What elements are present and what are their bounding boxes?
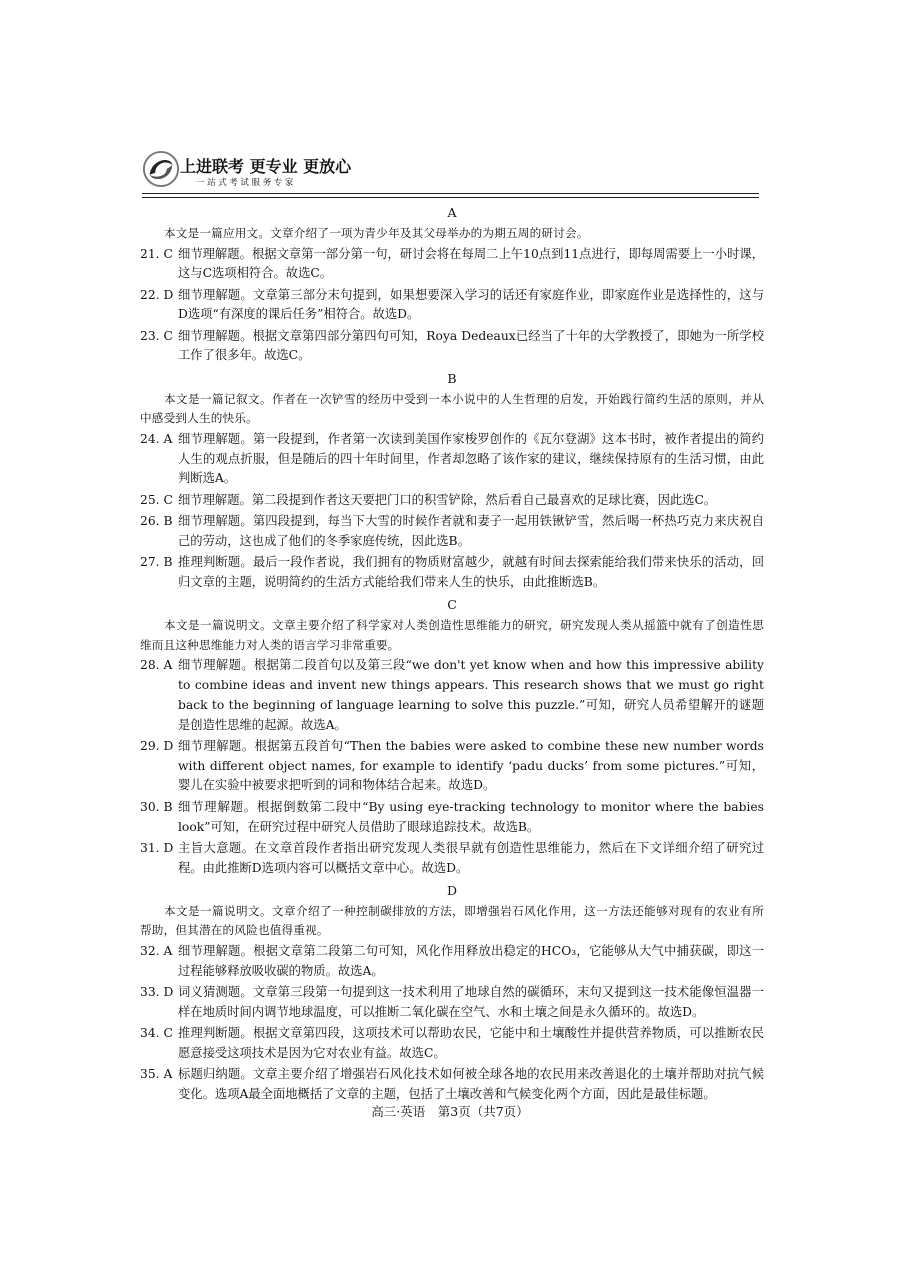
answer-item bbox=[140, 839, 764, 879]
answer-item bbox=[140, 1065, 764, 1105]
section-intro: 本文是一篇说明文。文章介绍了一种控制碳排放的方法，即增强岩石风化作用，这一方法还能够对现有的农业有所帮助，但其潜在的风险也值得重视。 bbox=[140, 903, 764, 938]
answer-item bbox=[140, 286, 764, 326]
answer-explanation: 推理判断题。最后一段作者说，我们拥有的物质财富越少，就越有时间去探索能给我们带来快乐的活动，回归文章的主题，说明简约的生活方式能给我们带来人生的快乐，由此推断选B。 bbox=[178, 555, 764, 589]
section-intro: 本文是一篇记叙文。作者在一次铲雪的经历中受到一本小说中的人生哲理的启发，开始践行简约生活的原则，并从中感受到人生的快乐。 bbox=[140, 391, 764, 426]
brand-logo bbox=[142, 150, 422, 194]
answer-number: 33. D bbox=[140, 985, 174, 1000]
section-title-a: A bbox=[447, 205, 457, 220]
answer-explanation: 标题归纳题。文章主要介绍了增强岩石风化技术如何被全球各地的农民用来改善退化的土壤并帮助对抗气候变化。选项A最全面地概括了文章的主题，包括了土壤改善和气候变化两个方面，因此是最佳标题。 bbox=[178, 1067, 764, 1101]
answer-item bbox=[140, 512, 764, 552]
answer-number: 32. A bbox=[140, 943, 173, 958]
page-footer: 高三·英语 第3页（共7页） bbox=[371, 1104, 529, 1119]
answer-explanation: 推理判断题。根据文章第四段，这项技术可以帮助农民，它能中和土壤酸性并提供营养物质，可以推断农民愿意接受这项技术是因为它对农业有益。故选C。 bbox=[178, 1026, 764, 1060]
answer-item bbox=[140, 1024, 764, 1064]
answer-item bbox=[140, 245, 764, 285]
header-rule bbox=[142, 193, 759, 194]
answer-item bbox=[140, 491, 764, 511]
answer-explanation: 细节理解题。第四段提到，每当下大雪的时候作者就和妻子一起用铁锹铲雪，然后喝一杯热巧克力来庆祝自己的劳动，这也成了他们的冬季家庭传统，因此选B。 bbox=[178, 513, 764, 548]
answer-number: 27. B bbox=[140, 555, 173, 570]
answer-explanation: 细节理解题。第二段提到作者这天要把门口的积雪铲除，然后看自己最喜欢的足球比赛，因此选C。 bbox=[178, 492, 717, 507]
section-title-c: C bbox=[447, 597, 457, 613]
answer-explanation: 主旨大意题。在文章首段作者指出研究发现人类很早就有创造性思维能力，然后在下文详细介绍了研究过程。由此推断D选项内容可以概括文章中心。故选D。 bbox=[178, 840, 764, 875]
answer-explanation: 细节理解题。根据第二段首句以及第三段“we don't yet know when and how this impressive ability to combine ideas and invent new things appears. This research shows that we must go right back to the beginning of language learning to solve this puzzle.”可知，研究人员希望解开的谜题是创造性思维的起源。故选A。 bbox=[178, 658, 764, 732]
answer-number: 28. A bbox=[140, 658, 173, 673]
answer-item bbox=[140, 430, 764, 489]
answer-explanation: 细节理解题。文章第三部分末句提到，如果想要深入学习的话还有家庭作业，即家庭作业是选择性的，这与D选项“有深度的课后任务”相符合。故选D。 bbox=[178, 287, 764, 322]
answer-number: 29. D bbox=[140, 738, 174, 753]
brand-swirl-icon bbox=[142, 150, 180, 188]
answer-number: 24. A bbox=[140, 431, 173, 446]
section-title-b: B bbox=[447, 370, 457, 386]
answer-explanation: 词义猜测题。文章第三段第一句提到这一技术利用了地球自然的碳循环，末句又提到这一技术能像恒温器一样在地质时间内调节地球温度，可以推断二氧化碳在空气、水和土壤之间是永久循环的。故选D。 bbox=[178, 985, 764, 1019]
brand-subtitle: 一站式考试服务专家 bbox=[196, 178, 296, 188]
answer-content bbox=[140, 202, 764, 1106]
answer-explanation: 细节理解题。根据文章第二段第二句可知，风化作用释放出稳定的HCO₃，它能够从大气中捕获碳，即这一过程能够释放吸收碳的物质。故选A。 bbox=[178, 943, 764, 978]
answer-item bbox=[140, 942, 764, 982]
answer-number: 34. C bbox=[140, 1026, 173, 1041]
answer-item bbox=[140, 553, 764, 593]
answer-explanation: 细节理解题。第一段提到，作者第一次读到美国作家梭罗创作的《瓦尔登湖》这本书时，被作者提出的简约人生的观点折服，但是随后的四十年时间里，作者却忽略了该作家的建议，继续保持原有的生活习惯，由此判断选A。 bbox=[178, 431, 764, 486]
answer-item bbox=[140, 737, 764, 796]
answer-explanation: 细节理解题。根据倒数第二段中“By using eye-tracking technology to monitor where the babies look”可知，在研究过程中研究人员借助了眼球追踪技术。故选B。 bbox=[178, 799, 764, 834]
section-intro: 本文是一篇说明文。文章主要介绍了科学家对人类创造性思维能力的研究，研究发现人类从摇篮中就有了创造性思维而且这种思维能力对人类的语言学习非常重要。 bbox=[140, 618, 764, 652]
brand-title: 上进联考 更专业 更放心 bbox=[180, 157, 352, 176]
answer-explanation: 细节理解题。根据文章第一部分第一句，研讨会将在每周二上午10点到11点进行，即每周需要上一小时课，这与C选项相符合。故选C。 bbox=[178, 246, 764, 281]
answer-explanation: 细节理解题。根据第五段首句“Then the babies were asked to combine these new number words with different object names, for example to identify ‘padu ducks’ from some pictures.”可知，婴儿在实验中被要求把听到的词和物体结合起来。故选D。 bbox=[178, 738, 764, 793]
section-title-d: D bbox=[446, 882, 458, 898]
answer-number: 30. B bbox=[140, 799, 173, 814]
answer-explanation: 细节理解题。根据文章第四部分第四句可知，Roya Dedeaux已经当了十年的大学教授了，即她为一所学校工作了很多年。故选C。 bbox=[178, 328, 764, 363]
answer-number: 31. D bbox=[140, 840, 174, 855]
header-rule-thin bbox=[142, 197, 759, 198]
answer-item bbox=[140, 327, 764, 367]
answer-item bbox=[140, 656, 764, 735]
answer-number: 22. D bbox=[140, 287, 174, 302]
section-intro: 本文是一篇应用文。文章介绍了一项为青少年及其父母举办的为期五周的研讨会。 bbox=[164, 226, 589, 240]
answer-item bbox=[140, 798, 764, 838]
answer-number: 23. C bbox=[140, 328, 173, 343]
answer-number: 26. B bbox=[140, 513, 173, 528]
answer-item bbox=[140, 983, 764, 1023]
answer-number: 35. A bbox=[140, 1067, 173, 1082]
answer-number: 25. C bbox=[140, 492, 173, 507]
answer-number: 21. C bbox=[140, 246, 173, 261]
